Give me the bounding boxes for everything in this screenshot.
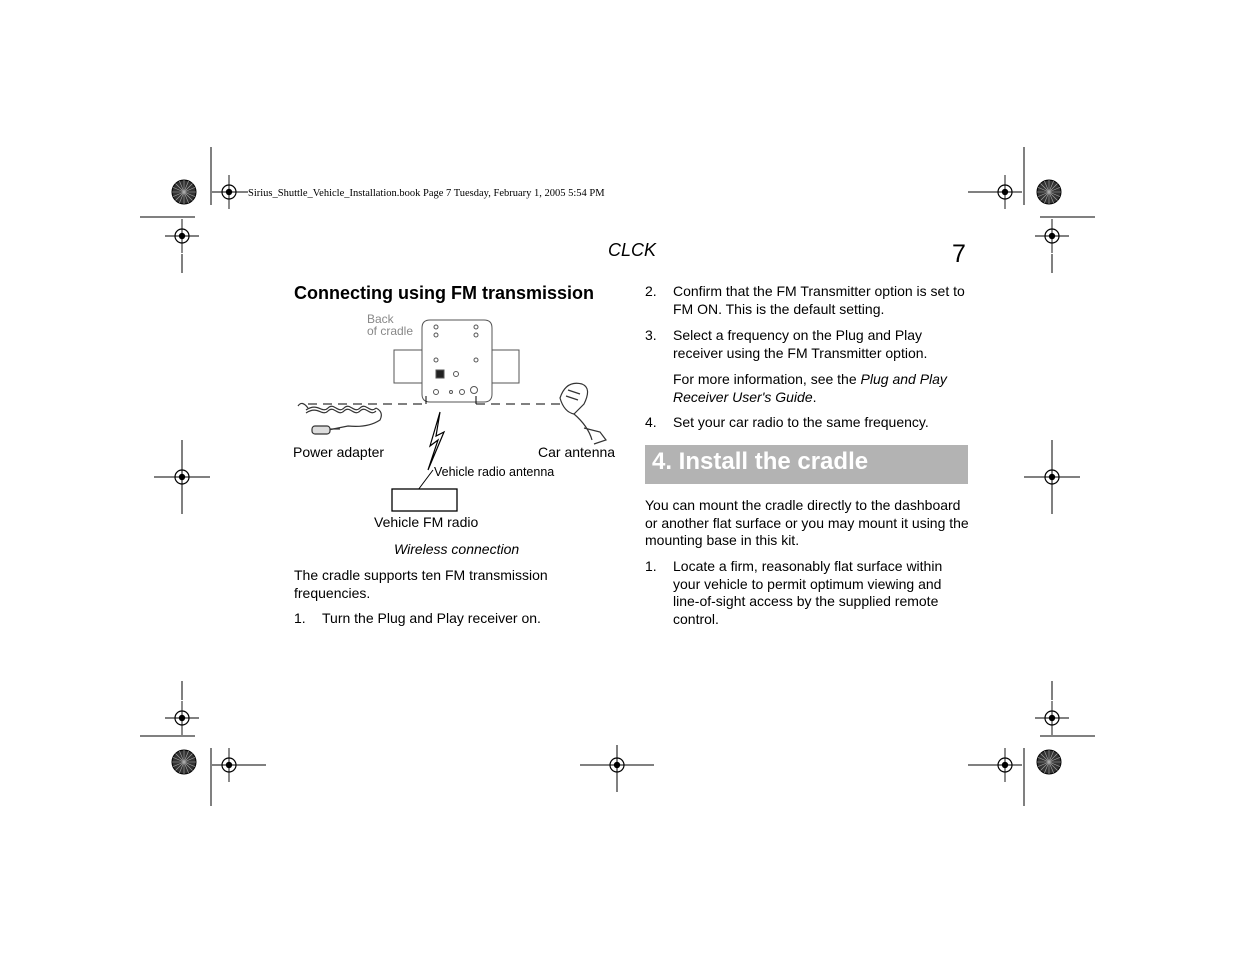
list-item: 4. Set your car radio to the same frequency.	[645, 414, 929, 430]
back-of-cradle-label: Back of cradle	[367, 312, 414, 338]
registration-star-icon	[1037, 180, 1061, 204]
registration-star-icon	[172, 180, 196, 204]
list-item: 3. Select a frequency on the Plug and Play receiver using the FM Transmitter option.	[645, 327, 928, 361]
registration-star-icon	[1037, 750, 1061, 774]
section-banner-title: 4. Install the cradle	[652, 448, 869, 475]
vehicle-radio-antenna-label: Vehicle radio antenna	[434, 465, 555, 479]
note-paragraph: For more information, see the Plug and Play Receiver User's Guide.	[673, 371, 947, 405]
signal-bolt-icon	[428, 412, 444, 470]
section-banner	[645, 445, 968, 484]
vehicle-fm-radio-label: Vehicle FM radio	[374, 514, 479, 530]
list-item: 2. Confirm that the FM Transmitter option is set to FM ON. This is the default setting.	[645, 283, 965, 317]
registration-target-icon	[165, 701, 199, 735]
install-paragraph: You can mount the cradle directly to the dashboard or another flat surface or you may mount it using the mounting base in this kit.	[645, 497, 969, 548]
page-number: 7	[952, 240, 966, 268]
wireless-connection-diagram	[288, 308, 623, 538]
vehicle-fm-radio-box	[392, 489, 457, 511]
registration-target-icon	[165, 219, 199, 253]
intro-paragraph: The cradle supports ten FM transmission frequencies.	[294, 567, 548, 601]
section-title: Connecting using FM transmission	[294, 283, 595, 303]
figure-caption: Wireless connection	[394, 541, 520, 557]
registration-star-icon	[172, 750, 196, 774]
power-adapter-label: Power adapter	[293, 444, 385, 460]
power-adapter-illustration	[298, 403, 381, 434]
car-antenna-label: Car antenna	[538, 444, 616, 460]
registration-target-icon	[1035, 701, 1069, 735]
running-header: CLCK	[608, 240, 657, 260]
print-slug: Sirius_Shuttle_Vehicle_Installation.book Page 7 Tuesday, February 1, 2005 5:54 PM	[248, 188, 605, 199]
registration-target-icon	[1035, 219, 1069, 253]
car-antenna-illustration	[560, 383, 606, 444]
list-item: 1. Locate a firm, reasonably flat surface within your vehicle to permit optimum viewing and line-of-sight access by the supplied remote control.	[645, 558, 943, 627]
antenna-lead	[418, 470, 433, 490]
list-item: 1. Turn the Plug and Play receiver on.	[294, 610, 541, 626]
